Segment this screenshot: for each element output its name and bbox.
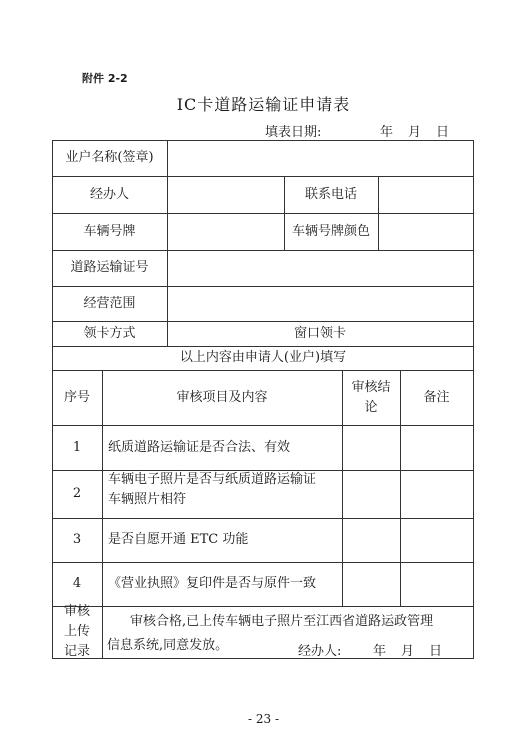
attachment-label: 附件 2-2	[82, 72, 128, 85]
review-row-2-no: 2	[72, 486, 82, 502]
review-row-3-result-field[interactable]	[343, 519, 399, 561]
review-row-2-remark-field[interactable]	[401, 471, 472, 517]
plate-color-label: 车辆号牌颜色	[291, 223, 370, 239]
page-number: - 23 -	[247, 712, 279, 726]
sign-day: 日	[429, 644, 443, 659]
review-row-4-result-field[interactable]	[343, 563, 399, 605]
plate-label: 车辆号牌	[83, 223, 136, 239]
review-row-1-remark-field[interactable]	[401, 426, 472, 469]
upload-text-line2: 信息系统,同意发放。	[107, 638, 229, 653]
applicant-name-label: 业户名称(签章)	[65, 150, 154, 166]
review-row-3-item: 是否自愿开通 ETC 功能	[108, 532, 249, 548]
fill-date-month: 月	[408, 125, 422, 140]
upload-text-line1: 审核合格,已上传车辆电子照片至江西省道路运政管理	[130, 614, 434, 629]
upload-record-label-3: 记录	[63, 644, 90, 660]
upload-record-label	[52, 603, 102, 660]
col-header-item: 审核项目及内容	[176, 389, 268, 405]
handler-field[interactable]	[168, 177, 283, 212]
review-row-1-result-field[interactable]	[343, 426, 399, 469]
review-row-1-no: 1	[72, 439, 82, 455]
review-row-2-item-line1: 车辆电子照片是否与纸质道路运输证	[108, 472, 317, 487]
fill-date-label: 填表日期:	[265, 125, 322, 140]
review-row-4-remark-field[interactable]	[401, 563, 472, 605]
col-header-result-line1: 审核结	[351, 380, 391, 395]
review-row-3-no: 3	[72, 532, 82, 548]
sign-year: 年	[373, 644, 387, 659]
row-divider	[52, 606, 474, 607]
plate-field[interactable]	[168, 214, 283, 249]
application-form-table	[52, 140, 474, 658]
fill-date-year: 年	[380, 125, 394, 140]
upload-record-label-2: 上传	[63, 623, 90, 639]
col-header-result-line2: 论	[364, 399, 378, 415]
col-header-remark: 备注	[423, 389, 450, 405]
contact-phone-field[interactable]	[379, 177, 472, 212]
business-scope-field[interactable]	[168, 287, 472, 320]
upload-record-label-1: 审核	[63, 603, 90, 619]
review-row-4-item: 《营业执照》复印件是否与原件一致	[108, 576, 317, 592]
form-title: IC卡道路运输证申请表	[176, 95, 351, 114]
handler-label: 经办人	[89, 186, 129, 202]
transport-cert-field[interactable]	[168, 251, 472, 285]
table-border-right	[473, 140, 474, 658]
card-method-label: 领卡方式	[83, 325, 136, 341]
col-header-result	[342, 370, 400, 425]
sign-month: 月	[401, 644, 415, 659]
contact-phone-label: 联系电话	[304, 186, 357, 202]
applicant-name-field[interactable]	[168, 141, 472, 175]
review-row-2-item-line2: 车辆照片相符	[108, 491, 187, 507]
transport-cert-label: 道路运输证号	[70, 260, 149, 276]
review-row-1-item: 纸质道路运输证是否合法、有效	[108, 439, 291, 455]
business-scope-label: 经营范围	[83, 295, 136, 311]
fill-date-day: 日	[436, 125, 450, 140]
applicant-note: 以上内容由申请人(业户)填写	[179, 350, 347, 366]
card-method-value: 窗口领卡	[293, 325, 346, 341]
col-header-no: 序号	[63, 389, 90, 405]
review-row-2-result-field[interactable]	[343, 471, 399, 517]
review-row-4-no: 4	[72, 576, 82, 592]
review-row-2-item	[108, 470, 340, 518]
plate-color-field[interactable]	[379, 214, 472, 249]
signer-label: 经办人:	[298, 644, 342, 659]
review-row-3-remark-field[interactable]	[401, 519, 472, 561]
